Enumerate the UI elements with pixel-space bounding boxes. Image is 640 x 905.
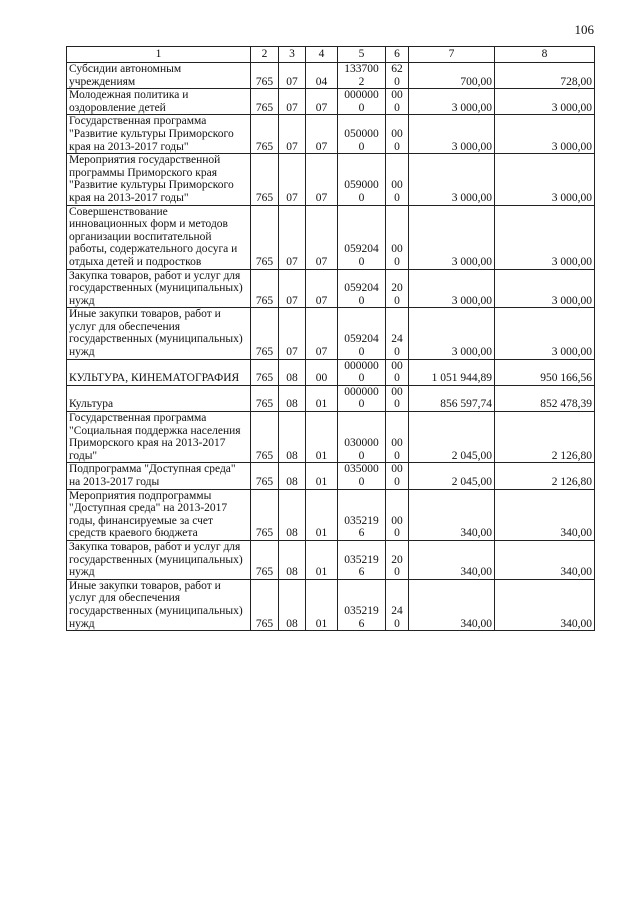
row-name-cell: Государственная программа "Социальная поддержка населения Приморского края на 2013-2017 годы" — [67, 412, 251, 463]
row-type-cell: 24 0 — [386, 308, 409, 359]
row-target-cell: 059204 0 — [338, 308, 386, 359]
row-amount-cell: 3 000,00 — [409, 308, 495, 359]
table-row — [67, 154, 595, 205]
header-cell: 5 — [338, 47, 386, 63]
row-amount-cell: 2 126,80 — [495, 412, 595, 463]
row-amount-cell: 340,00 — [409, 579, 495, 630]
row-code-cell: 765 — [251, 489, 279, 540]
table-row — [67, 412, 595, 463]
row-code-cell: 765 — [251, 89, 279, 115]
header-cell: 8 — [495, 47, 595, 63]
row-amount-cell: 728,00 — [495, 63, 595, 89]
row-section-cell: 07 — [279, 89, 306, 115]
row-target-cell: 050000 0 — [338, 115, 386, 154]
row-name-cell: Культура — [67, 385, 251, 411]
header-cell: 1 — [67, 47, 251, 63]
header-cell: 6 — [386, 47, 409, 63]
row-section-cell: 08 — [279, 540, 306, 579]
header-cell: 3 — [279, 47, 306, 63]
row-name-cell: Закупка товаров, работ и услуг для государственных (муниципальных) нужд — [67, 540, 251, 579]
row-amount-cell: 3 000,00 — [495, 154, 595, 205]
row-subsection-cell: 04 — [306, 63, 338, 89]
row-amount-cell: 1 051 944,89 — [409, 359, 495, 385]
row-type-cell: 62 0 — [386, 63, 409, 89]
header-cell: 7 — [409, 47, 495, 63]
row-section-cell: 08 — [279, 359, 306, 385]
row-amount-cell: 3 000,00 — [409, 89, 495, 115]
row-name-cell: Иные закупки товаров, работ и услуг для обеспечения государственных (муниципальных) нужд — [67, 308, 251, 359]
row-name-cell: Мероприятия государственной программы Приморского края "Развитие культуры Приморского края на 2013-2017 годы" — [67, 154, 251, 205]
row-target-cell: 000000 0 — [338, 385, 386, 411]
budget-table — [66, 46, 595, 631]
table-row — [67, 540, 595, 579]
row-amount-cell: 3 000,00 — [495, 269, 595, 308]
row-type-cell: 00 0 — [386, 154, 409, 205]
row-amount-cell: 950 166,56 — [495, 359, 595, 385]
row-target-cell: 000000 0 — [338, 359, 386, 385]
table-row — [67, 359, 595, 385]
row-code-cell: 765 — [251, 154, 279, 205]
header-cell: 4 — [306, 47, 338, 63]
row-target-cell: 035219 6 — [338, 579, 386, 630]
table-row — [67, 385, 595, 411]
row-section-cell: 07 — [279, 63, 306, 89]
header-cell: 2 — [251, 47, 279, 63]
row-amount-cell: 2 126,80 — [495, 463, 595, 489]
row-section-cell: 07 — [279, 308, 306, 359]
table-row — [67, 205, 595, 269]
row-target-cell: 000000 0 — [338, 89, 386, 115]
row-type-cell: 20 0 — [386, 540, 409, 579]
row-amount-cell: 3 000,00 — [495, 115, 595, 154]
row-subsection-cell: 01 — [306, 540, 338, 579]
row-amount-cell: 3 000,00 — [409, 115, 495, 154]
row-code-cell: 765 — [251, 540, 279, 579]
row-amount-cell: 3 000,00 — [495, 308, 595, 359]
row-type-cell: 00 0 — [386, 115, 409, 154]
row-amount-cell: 2 045,00 — [409, 463, 495, 489]
table-row — [67, 489, 595, 540]
row-code-cell: 765 — [251, 63, 279, 89]
row-section-cell: 07 — [279, 269, 306, 308]
row-section-cell: 08 — [279, 463, 306, 489]
row-amount-cell: 3 000,00 — [409, 154, 495, 205]
row-name-cell: КУЛЬТУРА, КИНЕМАТОГРАФИЯ — [67, 359, 251, 385]
row-name-cell: Совершенствование инновационных форм и методов организации воспитательной работы, содержательного досуга и отдыха детей и подростков — [67, 205, 251, 269]
row-target-cell: 133700 2 — [338, 63, 386, 89]
row-code-cell: 765 — [251, 412, 279, 463]
table-row — [67, 463, 595, 489]
row-amount-cell: 340,00 — [495, 579, 595, 630]
row-code-cell: 765 — [251, 308, 279, 359]
row-amount-cell: 3 000,00 — [495, 205, 595, 269]
row-section-cell: 08 — [279, 412, 306, 463]
row-code-cell: 765 — [251, 385, 279, 411]
row-subsection-cell: 07 — [306, 154, 338, 205]
row-amount-cell: 3 000,00 — [409, 205, 495, 269]
row-amount-cell: 340,00 — [409, 540, 495, 579]
row-subsection-cell: 01 — [306, 489, 338, 540]
row-amount-cell: 852 478,39 — [495, 385, 595, 411]
row-type-cell: 20 0 — [386, 269, 409, 308]
row-section-cell: 07 — [279, 115, 306, 154]
row-target-cell: 059204 0 — [338, 269, 386, 308]
row-name-cell: Государственная программа "Развитие культуры Приморского края на 2013-2017 годы" — [67, 115, 251, 154]
row-name-cell: Субсидии автономным учреждениям — [67, 63, 251, 89]
row-code-cell: 765 — [251, 359, 279, 385]
row-subsection-cell: 07 — [306, 115, 338, 154]
row-subsection-cell: 01 — [306, 412, 338, 463]
row-section-cell: 08 — [279, 579, 306, 630]
row-type-cell: 00 0 — [386, 385, 409, 411]
row-code-cell: 765 — [251, 205, 279, 269]
row-amount-cell: 3 000,00 — [409, 269, 495, 308]
row-code-cell: 765 — [251, 463, 279, 489]
row-target-cell: 035219 6 — [338, 489, 386, 540]
row-amount-cell: 340,00 — [409, 489, 495, 540]
row-name-cell: Иные закупки товаров, работ и услуг для обеспечения государственных (муниципальных) нужд — [67, 579, 251, 630]
row-target-cell: 030000 0 — [338, 412, 386, 463]
row-type-cell: 00 0 — [386, 89, 409, 115]
row-section-cell: 07 — [279, 154, 306, 205]
row-amount-cell: 856 597,74 — [409, 385, 495, 411]
row-subsection-cell: 07 — [306, 269, 338, 308]
row-amount-cell: 340,00 — [495, 489, 595, 540]
table-row — [67, 579, 595, 630]
row-subsection-cell: 01 — [306, 579, 338, 630]
row-type-cell: 00 0 — [386, 205, 409, 269]
table-row — [67, 63, 595, 89]
row-name-cell: Закупка товаров, работ и услуг для государственных (муниципальных) нужд — [67, 269, 251, 308]
row-type-cell: 24 0 — [386, 579, 409, 630]
row-code-cell: 765 — [251, 269, 279, 308]
header-row — [67, 47, 595, 63]
row-type-cell: 00 0 — [386, 463, 409, 489]
row-subsection-cell: 01 — [306, 385, 338, 411]
row-name-cell: Молодежная политика и оздоровление детей — [67, 89, 251, 115]
table-row — [67, 115, 595, 154]
row-name-cell: Подпрограмма "Доступная среда" на 2013-2017 годы — [67, 463, 251, 489]
row-type-cell: 00 0 — [386, 412, 409, 463]
row-amount-cell: 340,00 — [495, 540, 595, 579]
row-amount-cell: 700,00 — [409, 63, 495, 89]
row-code-cell: 765 — [251, 115, 279, 154]
row-target-cell: 059000 0 — [338, 154, 386, 205]
row-amount-cell: 3 000,00 — [495, 89, 595, 115]
table-row — [67, 269, 595, 308]
row-type-cell: 00 0 — [386, 489, 409, 540]
row-section-cell: 08 — [279, 385, 306, 411]
row-amount-cell: 2 045,00 — [409, 412, 495, 463]
row-subsection-cell: 01 — [306, 463, 338, 489]
row-subsection-cell: 07 — [306, 205, 338, 269]
row-target-cell: 035000 0 — [338, 463, 386, 489]
row-subsection-cell: 00 — [306, 359, 338, 385]
row-code-cell: 765 — [251, 579, 279, 630]
row-name-cell: Мероприятия подпрограммы "Доступная среда" на 2013-2017 годы, финансируемые за счет средств краевого бюджета — [67, 489, 251, 540]
row-section-cell: 07 — [279, 205, 306, 269]
row-type-cell: 00 0 — [386, 359, 409, 385]
row-subsection-cell: 07 — [306, 89, 338, 115]
row-section-cell: 08 — [279, 489, 306, 540]
table-row — [67, 308, 595, 359]
table-row — [67, 89, 595, 115]
page-number: 106 — [574, 22, 594, 37]
row-target-cell: 035219 6 — [338, 540, 386, 579]
row-subsection-cell: 07 — [306, 308, 338, 359]
row-target-cell: 059204 0 — [338, 205, 386, 269]
